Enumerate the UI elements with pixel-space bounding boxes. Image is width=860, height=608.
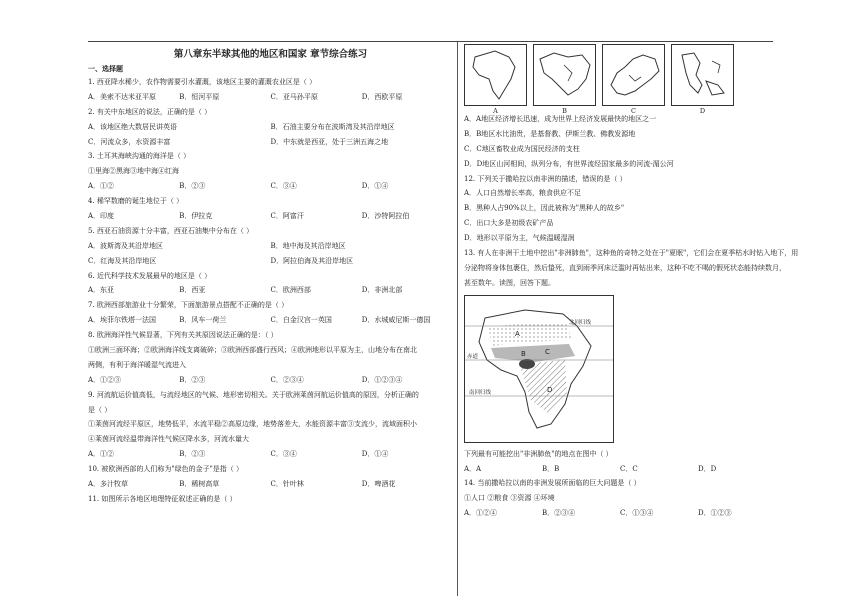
page-title: 第八章东半球其他的地区和国家 章节综合练习 — [173, 49, 368, 60]
right-column — [464, 44, 799, 521]
question-5-options-row2 — [88, 254, 453, 269]
question-4-options — [88, 209, 453, 224]
question-7: 7. 欧洲西部旅游业十分繁荣，下面旅游景点搭配不正确的是（ ） — [88, 301, 289, 310]
option[interactable]: B．②③ — [179, 450, 206, 459]
afmap-label-b: B — [521, 349, 526, 358]
option[interactable]: C．②③④ — [270, 375, 304, 384]
option[interactable]: B．地中海及其沿岸地区 — [270, 241, 346, 250]
map-label: A — [493, 106, 498, 115]
africa-outline-map — [465, 45, 526, 105]
section-heading: 一、选择题 — [88, 64, 123, 73]
option[interactable]: D．啤酒花 — [361, 480, 396, 489]
question-13-sub: 下列最有可能挖出"非洲肺鱼"的地点在图中（ ） — [464, 449, 613, 458]
option[interactable]: D．西欧平原 — [361, 92, 403, 101]
question-2: 2. 有关中东地区的说法，正确的是（ ） — [88, 107, 212, 116]
question-8-line1: ①欧洲三面环海；②欧洲海洋线支离破碎；③欧洲西部盛行西风；④欧洲地形以平原为主，山地分布在南北 — [88, 346, 417, 355]
option[interactable]: C．亚马孙平原 — [270, 92, 318, 101]
option[interactable]: C．欧洲西部 — [270, 286, 311, 295]
question-9-options — [88, 447, 453, 462]
option[interactable]: D．中东就是西亚，处于三洲五海之地 — [270, 137, 389, 146]
option[interactable]: D．①②③ — [698, 509, 732, 518]
option[interactable]: B．风车一荷兰 — [179, 316, 227, 325]
option[interactable]: A．A — [464, 464, 482, 473]
option[interactable]: D．①②③④ — [361, 375, 403, 384]
column-divider — [457, 41, 458, 596]
option[interactable]: B．恒河平原 — [179, 92, 220, 101]
option[interactable]: D．①④ — [361, 182, 389, 191]
option[interactable]: D．阿拉伯海及其沿岸地区 — [270, 256, 354, 265]
question-3-options — [88, 179, 453, 194]
q11-option-b[interactable]: B．B地区水比油贵，是基督教、伊斯兰教、佛教发源地 — [464, 129, 636, 138]
option[interactable]: B．②③④ — [542, 509, 576, 518]
option[interactable]: C．①③④ — [620, 509, 654, 518]
question-13-line3: 甚至数年。读图，回答下题。 — [464, 278, 555, 287]
q12-option-d[interactable]: D．地形以平原为主，气候温暖湿润 — [464, 234, 575, 243]
question-10-options — [88, 477, 453, 492]
option[interactable]: B．伊拉克 — [179, 212, 213, 221]
option[interactable]: C．河流众多，水资源丰富 — [88, 137, 171, 146]
option[interactable]: A．该地区绝大数居民讲英语 — [88, 122, 178, 131]
option[interactable]: B．②③ — [179, 182, 206, 191]
option[interactable]: A．东亚 — [88, 286, 115, 295]
option[interactable]: C．C — [620, 464, 638, 473]
question-14: 14. 当前撒哈拉以南的非洲发展所面临的巨大问题是（ ） — [464, 479, 641, 488]
left-column — [88, 48, 453, 507]
question-13-line1: 13. 有人在非洲干土地中挖出"非洲肺鱼"，这种鱼的奇特之处在于"夏眠"，它们会在夏季枯水时钻入地下，用 — [464, 249, 799, 258]
option[interactable]: B．西亚 — [179, 286, 206, 295]
southeast-asia-outline-map — [672, 45, 733, 105]
option[interactable]: C．白金汉宫一英国 — [270, 316, 332, 325]
question-5-options-row1 — [88, 239, 453, 254]
option[interactable]: A．美索不达米亚平原 — [88, 92, 157, 101]
map-label: B — [562, 106, 567, 115]
option[interactable]: C．阿富汗 — [270, 212, 304, 221]
question-3-sub: ①里海②黑海③地中海④红海 — [88, 167, 179, 176]
map-europe — [602, 44, 665, 115]
afmap-tropic-south: 南回归线 — [469, 389, 492, 396]
option[interactable]: A．①② — [88, 450, 115, 459]
q11-option-c[interactable]: C．C地区畜牧业成为国民经济的支柱 — [464, 144, 580, 153]
option[interactable]: D．水城威尼斯一德国 — [361, 316, 431, 325]
question-5: 5. 西亚石油资源十分丰富，西亚石油集中分布在（ ） — [88, 226, 254, 235]
question-10: 10. 被欧洲西部的人们称为"绿色的金子"是指（ ） — [88, 465, 244, 474]
q12-option-a[interactable]: A．人口自然增长率高，粮食供应不足 — [464, 189, 582, 198]
option[interactable]: A．①②④ — [464, 509, 498, 518]
option[interactable]: B．B — [542, 464, 560, 473]
map-label: C — [631, 106, 636, 115]
afmap-equator: 赤道 — [467, 353, 479, 360]
region-maps — [464, 44, 776, 115]
option[interactable]: A．波斯湾及其沿岸地区 — [88, 241, 164, 250]
question-4: 4. 稀罕数磨的诞生地位于（ ） — [88, 197, 184, 206]
option[interactable]: D．D — [698, 464, 717, 473]
map-west-asia — [533, 44, 596, 115]
africa-lungfish-map — [464, 295, 614, 443]
question-7-options — [88, 313, 453, 328]
q12-option-b[interactable]: B．黑种人占90%以上，因此被称为"黑种人的故乡" — [464, 204, 625, 213]
question-3: 3. 土耳其海峡沟通的海洋是（ ） — [88, 152, 191, 161]
q11-option-d[interactable]: D．D地区山河相间，纵列分布，有世界流经国家最多的河流-湄公河 — [464, 159, 674, 168]
question-8: 8. 欧洲海洋性气候显著，下列有关其原因说法正确的是：（ ） — [88, 331, 278, 340]
option[interactable]: B．稀树高草 — [179, 480, 220, 489]
option[interactable]: D．非洲北部 — [361, 286, 403, 295]
europe-outline-map — [603, 45, 664, 105]
q12-option-c[interactable]: C．出口大多是初级农矿产品 — [464, 219, 554, 228]
question-8-line2: 两侧，有利于海洋暖湿气流进入 — [88, 360, 186, 369]
option[interactable]: A．埃菲尔铁塔一法国 — [88, 316, 157, 325]
west-asia-outline-map — [534, 45, 595, 105]
option[interactable]: C．红海及其沿岸地区 — [88, 256, 157, 265]
option[interactable]: C．③④ — [270, 450, 297, 459]
option[interactable]: D．①④ — [361, 450, 389, 459]
question-12: 12. 下列关于撒哈拉以南非洲的描述，错误的是（ ） — [464, 174, 627, 183]
question-14-sub: ①人口 ②粮食 ③资源 ④环境 — [464, 494, 555, 503]
question-9: 9. 河流航运价值高低，与流经地区的气候、地形密切相关。关于欧洲莱茵河航运价值高的原因，分析正确的 — [88, 390, 419, 399]
question-13-line2: 分泌物将身体包裹住，然后蛰死，直到雨季河床泛滥时再钻出来，这种不吃不喝的假死状态能持续数月， — [464, 263, 786, 272]
option[interactable]: B．石油主要分布在波斯湾及其沿岸地区 — [270, 122, 395, 131]
question-6-options — [88, 283, 453, 298]
option[interactable]: A．印度 — [88, 212, 115, 221]
question-8-options — [88, 373, 453, 388]
africa-climate-map — [465, 296, 613, 442]
question-14-options — [464, 506, 776, 521]
option[interactable]: D．沙特阿拉伯 — [361, 212, 410, 221]
option[interactable]: A．①② — [88, 182, 115, 191]
afmap-label-d: D — [547, 385, 553, 394]
question-11: 11. 如图所示各地区地理特征叙述正确的是（ ） — [88, 494, 237, 503]
option[interactable]: C．针叶林 — [270, 480, 304, 489]
option[interactable]: B．②③ — [179, 375, 206, 384]
question-2-options-row2 — [88, 135, 453, 150]
question-13-options — [464, 462, 776, 477]
map-africa — [464, 44, 527, 115]
question-6: 6. 近代科学技术发展最早的地区是（ ） — [88, 271, 212, 280]
question-9-line1: 是（ ） — [88, 405, 112, 414]
option[interactable]: A．①②③ — [88, 375, 122, 384]
afmap-tropic-north: 北回归线 — [569, 319, 592, 326]
question-9-line3: ④莱茵河流经温带海洋性气候区降水多，河流水量大 — [88, 435, 249, 444]
option[interactable]: A．多汁牧草 — [88, 480, 129, 489]
top-rule — [88, 41, 773, 42]
question-2-options-row1 — [88, 120, 453, 135]
question-1-options — [88, 90, 453, 105]
map-label: D — [699, 106, 706, 115]
question-1: 1. 西亚降水稀少，农作物需要引水灌溉，该地区主要的灌溉农业区是（ ） — [88, 78, 317, 86]
afmap-label-a: A — [515, 329, 520, 338]
map-southeast-asia — [671, 44, 734, 115]
option[interactable]: C．③④ — [270, 182, 297, 191]
afmap-label-c: C — [545, 347, 550, 356]
q11-option-a[interactable]: A．A地区经济增长迅速，成为世界上经济发展最快的地区之一 — [464, 115, 657, 123]
question-9-line2: ①莱茵河流经平原区，地势低平，水流平稳②高原边缘，地势落差大，水能资源丰富③支流少，流域面积小 — [88, 420, 417, 429]
